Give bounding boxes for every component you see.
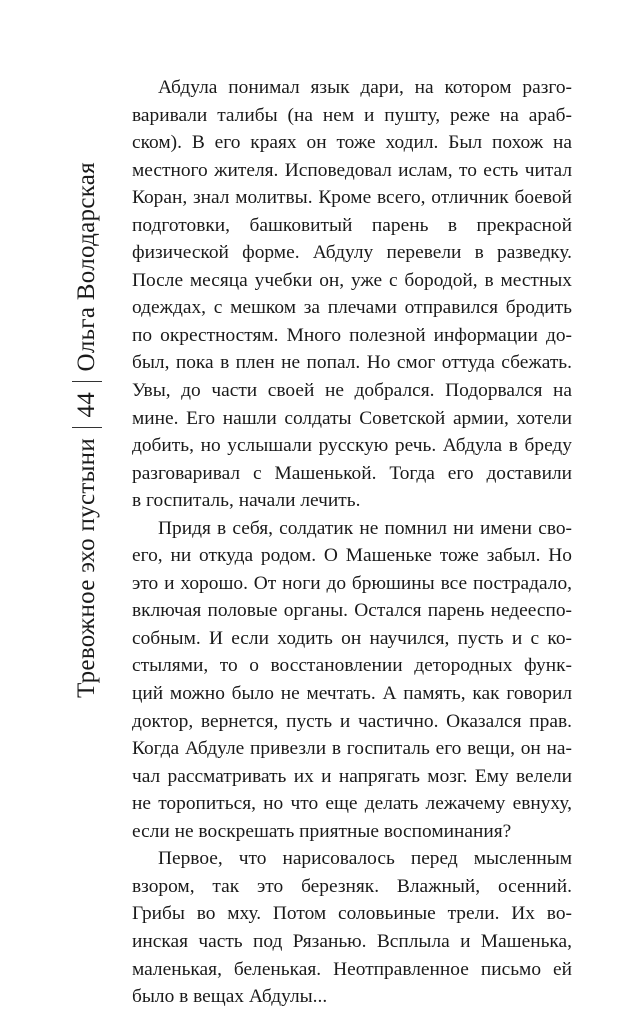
text-line: не торопиться, но что еще делать лежачему евнуху, bbox=[132, 790, 572, 818]
text-line: мине. Его нашли солдаты Советской армии, хотели bbox=[132, 405, 572, 433]
text-line: местного жителя. Исповедовал ислам, то есть читал bbox=[132, 157, 572, 185]
running-header-text bbox=[64, 162, 110, 698]
page-number: 44 bbox=[73, 392, 101, 418]
text-line: Грибы во мху. Потом соловьиные трели. Их во- bbox=[132, 900, 572, 928]
text-line: одеждах, с мешком за плечами отправился бродить bbox=[132, 294, 572, 322]
paragraph bbox=[132, 74, 572, 515]
text-line: подготовки, башковитый парень в прекрасной bbox=[132, 212, 572, 240]
text-line: чал рассматривать их и напрягать мозг. Ему велели bbox=[132, 763, 572, 791]
running-header bbox=[64, 162, 110, 698]
text-line: варивали талибы (на нем и пушту, реже на араб- bbox=[132, 102, 572, 130]
text-line: его, ни откуда родом. О Машеньке тоже забыл. Но bbox=[132, 542, 572, 570]
text-line: Когда Абдуле привезли в госпиталь его вещи, он на- bbox=[132, 735, 572, 763]
text-line: взором, так это березняк. Влажный, осенний. bbox=[132, 873, 572, 901]
text-line: был, пока в плен не попал. Но смог оттуда сбежать. bbox=[132, 349, 572, 377]
book-title: Тревожное эхо пустыни bbox=[73, 438, 101, 698]
text-line: физической форме. Абдулу перевели в разведку. bbox=[132, 239, 572, 267]
author-name: Ольга Володарская bbox=[73, 162, 101, 372]
text-line: в госпиталь, начали лечить. bbox=[132, 487, 572, 515]
text-line: инская часть под Рязанью. Всплыла и Машенька, bbox=[132, 928, 572, 956]
text-line: маленькая, беленькая. Неотправленное письмо ей bbox=[132, 956, 572, 984]
text-line: Коран, знал молитвы. Кроме всего, отличник боевой bbox=[132, 184, 572, 212]
text-line: это и хорошо. От ноги до брюшины все пострадало, bbox=[132, 570, 572, 598]
text-line: разговаривал с Машенькой. Тогда его доставили bbox=[132, 460, 572, 488]
text-line: добить, но услышали русскую речь. Абдула в бреду bbox=[132, 432, 572, 460]
text-line: Увы, до части своей не добрался. Подорвался на bbox=[132, 377, 572, 405]
text-line: После месяца учебки он, уже с бородой, в местных bbox=[132, 267, 572, 295]
text-line: ском). В его краях он тоже ходил. Был похож на bbox=[132, 129, 572, 157]
text-line: включая половые органы. Остался парень недееспо- bbox=[132, 597, 572, 625]
paragraph bbox=[132, 515, 572, 846]
text-line: стылями, то о восстановлении детородных функ- bbox=[132, 652, 572, 680]
text-line: доктор, вернется, пусть и частично. Оказался прав. bbox=[132, 708, 572, 736]
paragraph bbox=[132, 845, 572, 1010]
text-line: если не воскрешать приятные воспоминания? bbox=[132, 818, 572, 846]
text-line: Первое, что нарисовалось перед мысленным bbox=[132, 845, 572, 873]
text-line: Придя в себя, солдатик не помнил ни имени сво- bbox=[132, 515, 572, 543]
text-line: Абдула понимал язык дари, на котором разго- bbox=[132, 74, 572, 102]
text-line: было в вещах Абдулы... bbox=[132, 983, 572, 1011]
text-line: по окрестностям. Много полезной информации до- bbox=[132, 322, 572, 350]
page-body bbox=[132, 74, 572, 1011]
text-line: собным. И если ходить он научился, пусть и с ко- bbox=[132, 625, 572, 653]
text-line: ций можно было не мечтать. А память, как говорил bbox=[132, 680, 572, 708]
